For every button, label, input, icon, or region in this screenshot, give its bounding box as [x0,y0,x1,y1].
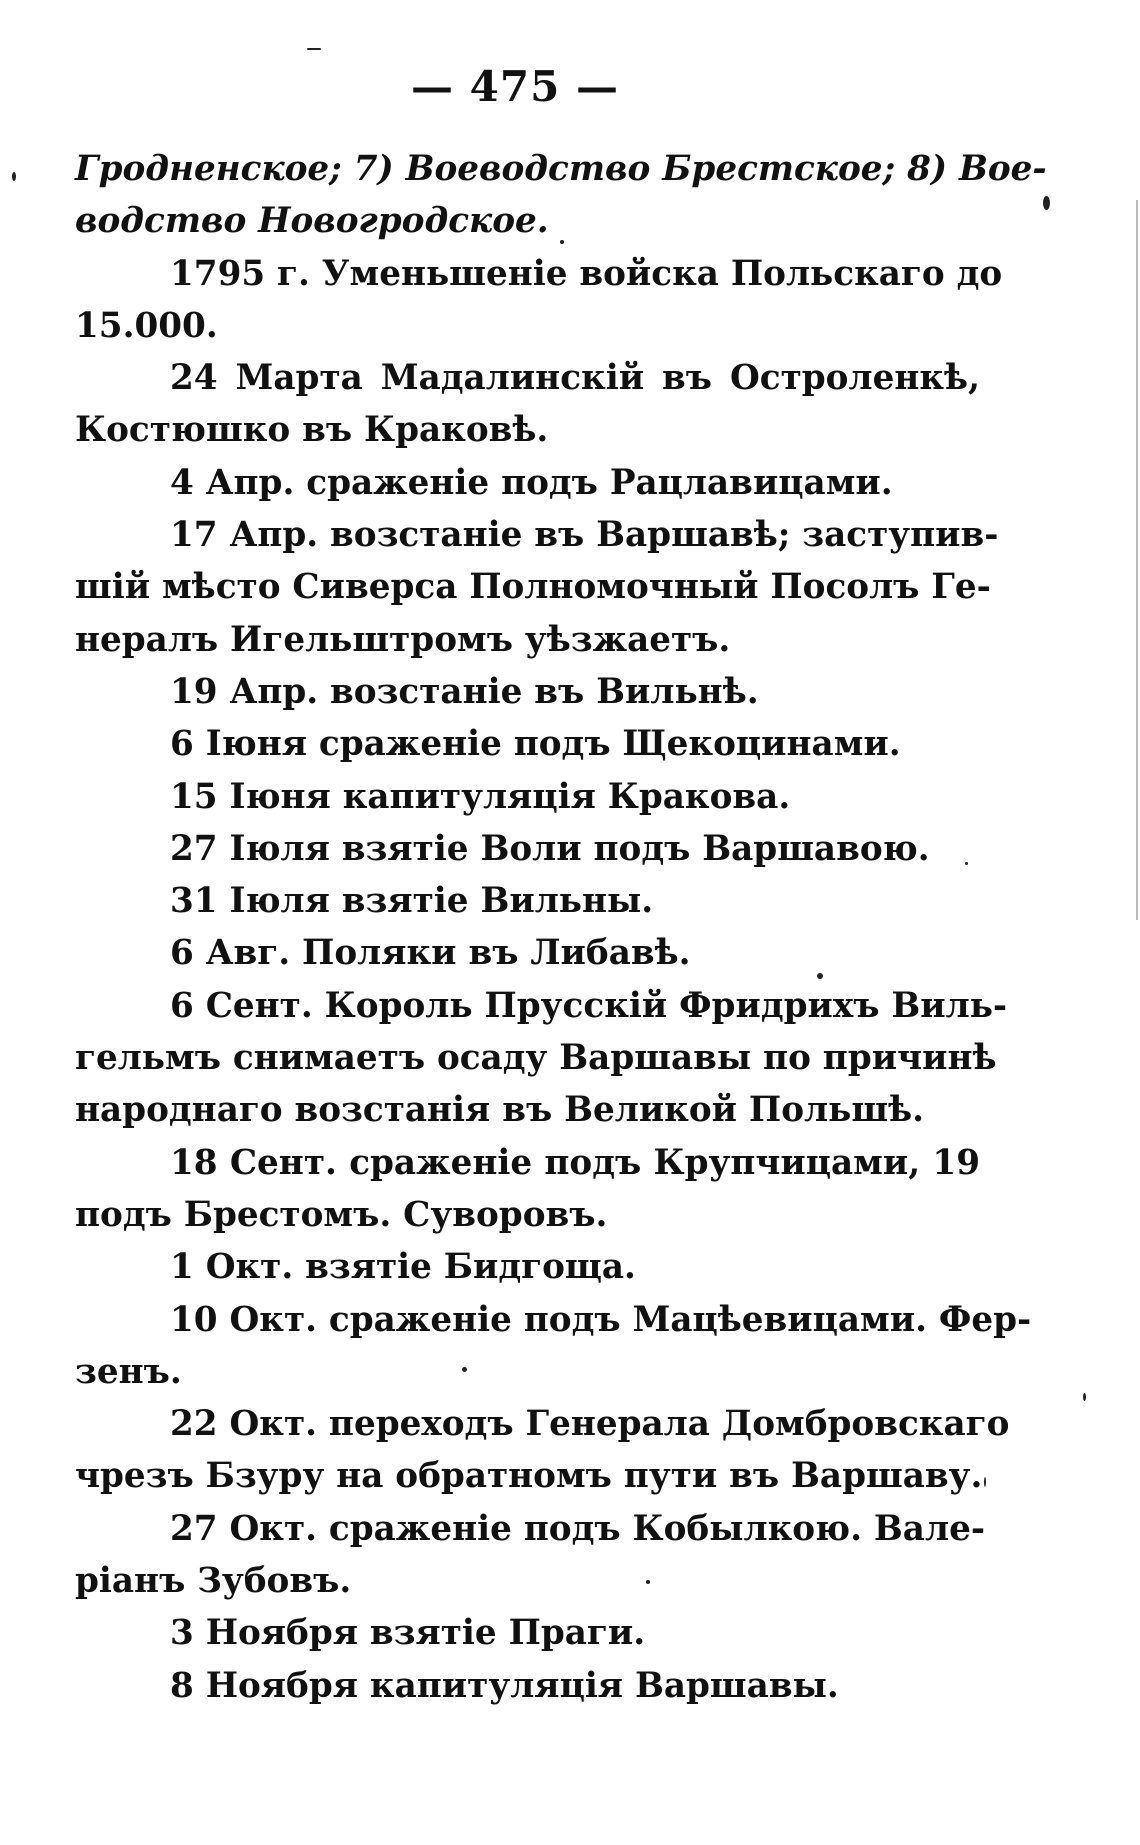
text-line: Гродненское; 7) Воеводство Брестское; 8) Вое- [75,149,1047,189]
text-line: 8 Ноября капитуляція Варшавы. [170,1665,839,1706]
text-line: 10 Окт. сраженіе подъ Мацѣевицами. Фер- [170,1299,1032,1340]
text-line: 6 Авг. Поляки въ Либавѣ. [170,933,691,974]
scan-speck [965,862,968,865]
text-line: 15.000. [75,305,218,346]
text-line: шій мѣсто Сиверса Полномочный Посолъ Ге- [75,567,991,608]
scan-speck [462,1367,467,1372]
text-line: 3 Ноября взятіе Праги. [170,1613,646,1654]
text-line: 1 Окт. взятіе Бидгоща. [170,1247,636,1288]
text-line: народнаго возстанія въ Великой Польшѣ. [75,1090,925,1131]
text-line: 4 Апр. сраженіе подъ Рацлавицами. [170,462,893,503]
text-line: 27 Іюля взятіе Воли подъ Варшавою. [170,828,930,869]
text-line: Костюшко въ Краковѣ. [75,410,549,451]
text-line: 27 Окт. сраженіе подъ Кобылкою. Вале- [170,1508,986,1549]
text-line: 22 Окт. переходъ Генерала Домбровскаго [170,1404,1010,1445]
scan-speck [307,48,321,50]
text-line: подъ Брестомъ. Суворовъ. [75,1194,608,1235]
text-line: 31 Іюля взятіе Вильны. [170,881,654,922]
text-line: 15 Іюня капитуляція Кракова. [170,776,791,817]
text-line: водство Новогродское. [75,201,549,242]
text-line: нералъ Игельштромъ уѣзжаетъ. [75,619,731,660]
scan-speck [1083,1393,1086,1401]
text-line: зенъ. [75,1351,182,1392]
text-line: 6 Іюня сраженіе подъ Щекоцинами. [170,724,901,765]
text-line: 18 Сент. сраженіе подъ Крупчицами, 19 [170,1142,980,1183]
text-line: 6 Сент. Король Прусскій Фридрихъ Виль- [170,985,1008,1026]
text-line: 17 Апр. возстаніе въ Варшавѣ; заступив- [170,515,999,556]
scan-speck [984,1477,986,1487]
page-text [75,143,1047,1712]
page-number: — 475 — [411,62,619,111]
scan-edge [1136,200,1138,920]
scan-speck [646,1580,650,1584]
scan-speck [560,240,564,244]
scan-speck [817,973,823,979]
text-line: 1795 г. Уменьшеніе войска Польскаго до [170,253,1003,294]
text-line: ріанъ Зубовъ. [75,1561,352,1602]
text-line: гельмъ снимаетъ осаду Варшавы по причинѣ [75,1038,997,1079]
scan-speck [1043,196,1050,210]
text-line: 19 Апр. возстаніе въ Вильнѣ. [170,671,759,712]
scan-speck [12,172,16,181]
text-line: чрезъ Бзуру на обратномъ пути въ Варшаву. [75,1456,983,1497]
text-line: 24 Марта Мадалинскій въ Остроленкѣ, [170,358,980,399]
